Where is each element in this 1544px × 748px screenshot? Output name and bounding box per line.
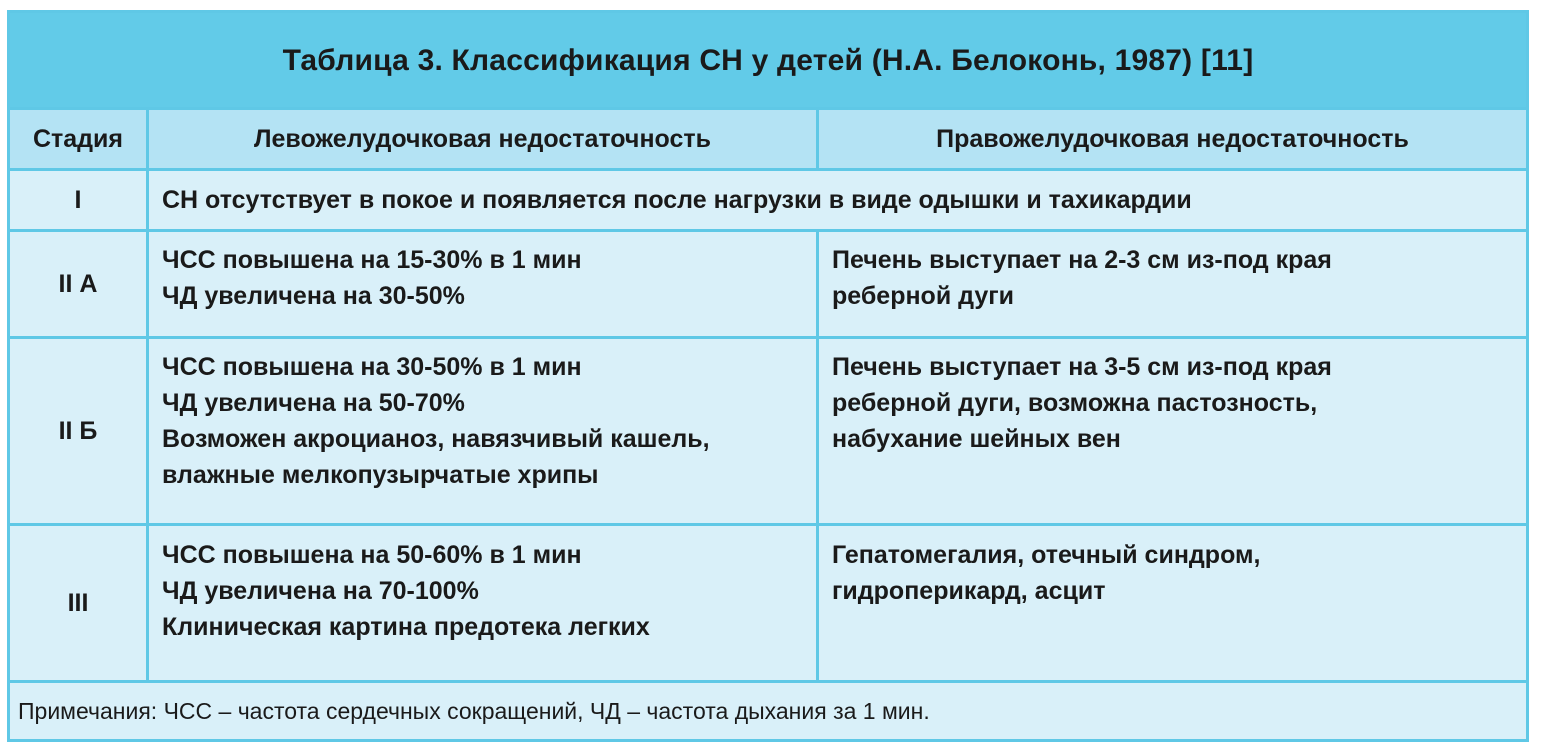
description-line: ЧД увеличена на 30-50% (162, 282, 465, 310)
description-line: Печень выступает на 2-3 см из-под края (832, 246, 1332, 274)
description-line: ЧСС повышена на 15-30% в 1 мин (162, 246, 582, 274)
table-title: Таблица 3. Классификация СН у детей (Н.А. Белоконь, 1987) [11] (282, 44, 1254, 77)
grid-line (10, 336, 1526, 339)
description-line: Гепатомегалия, отечный синдром, (832, 541, 1261, 569)
header-right-ventricular: Правожелудочковая недостаточность (936, 124, 1409, 153)
description-line: набухание шейных вен (832, 425, 1121, 453)
header-stage: Стадия (32, 124, 124, 153)
description-line: ЧСС повышена на 30-50% в 1 мин (162, 353, 582, 381)
description-line: ЧД увеличена на 50-70% (162, 389, 465, 417)
classification-table (7, 10, 1529, 742)
grid-line (10, 523, 1526, 526)
grid-line (10, 229, 1526, 232)
description-line: Возможен акроцианоз, навязчивый кашель, (162, 425, 710, 453)
description-line: ЧД увеличена на 70-100% (162, 577, 479, 605)
description-line: реберной дуги (832, 282, 1015, 310)
right-description-cell (819, 242, 1526, 314)
description-line: ЧСС повышена на 50-60% в 1 мин (162, 541, 582, 569)
right-description-cell (819, 349, 1526, 457)
description-line: Клиническая картина предотека легких (162, 613, 650, 641)
table-title-bar (10, 13, 1526, 109)
left-description-cell (149, 349, 816, 493)
description-line: влажные мелкопузырчатые хрипы (162, 461, 599, 489)
footnote-text: Примечания: ЧСС – частота сердечных сокращений, ЧД – частота дыхания за 1 мин. (18, 697, 930, 724)
header-left-ventricular: Левожелудочковая недостаточность (253, 124, 712, 153)
merged-description-cell (149, 171, 1526, 229)
stage-cell: II Б (58, 416, 98, 445)
description-line: реберной дуги, возможна пастозность, (832, 389, 1318, 417)
description-line: СН отсутствует в покое и появляется после нагрузки в виде одышки и тахикардии (162, 186, 1192, 214)
left-description-cell (149, 537, 816, 645)
stage-cell: I (74, 185, 82, 214)
description-line: гидроперикард, асцит (832, 577, 1106, 605)
right-description-cell (819, 537, 1526, 609)
stage-cell: II А (58, 269, 98, 298)
description-line: Печень выступает на 3-5 см из-под края (832, 353, 1332, 381)
table-footnote (18, 683, 1518, 739)
stage-cell: III (67, 588, 89, 617)
left-description-cell (149, 242, 816, 314)
